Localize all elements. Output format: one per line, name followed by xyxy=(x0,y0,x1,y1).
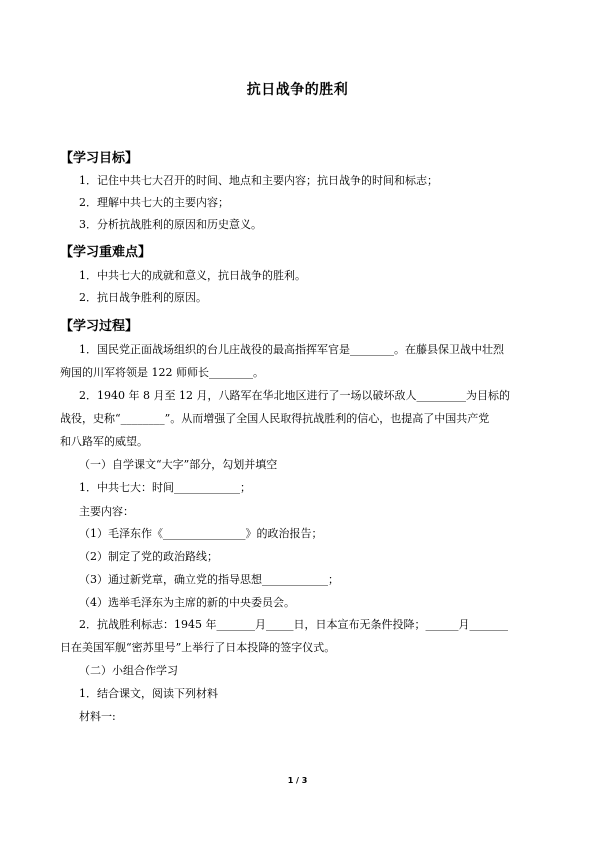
section-heading-keypoints: 【学习重难点】 xyxy=(60,245,152,260)
process-line: 日在美国军舰“密苏里号”上举行了日本投降的签字仪式。 xyxy=(60,641,336,654)
keypoint-item: 2．抗日战争胜利的原因。 xyxy=(79,291,207,304)
goal-item: 3．分析抗战胜利的原因和历史意义。 xyxy=(79,218,262,231)
process-line: 1．国民党正面战场组织的台儿庄战役的最高指挥军官是________。在藤县保卫战中壮烈 xyxy=(79,343,504,356)
process-line: 2．1940 年 8 月至 12 月，八路军在华北地区进行了一场以破坏敌人_________为目标的 xyxy=(79,389,510,402)
section-heading-goals: 【学习目标】 xyxy=(60,151,139,166)
process-line: 战役，史称“________”。从而增强了全国人民取得抗战胜利的信心，也提高了中国共产党 xyxy=(60,412,490,425)
process-line: （1）毛泽东作《_______________》的政治报告； xyxy=(79,527,323,540)
process-line: 主要内容： xyxy=(79,505,134,518)
goal-item: 1．记住中共七大召开的时间、地点和主要内容；抗日战争的时间和标志； xyxy=(79,174,438,187)
process-line: （4）选举毛泽东为主席的新的中央委员会。 xyxy=(79,596,295,609)
process-line: （2）制定了党的政治路线； xyxy=(79,550,218,563)
process-line: （一）自学课文“大字”部分，勾划并填空 xyxy=(79,458,278,471)
process-line: 殉国的川军将领是 122 师师长________。 xyxy=(60,366,264,379)
keypoint-item: 1．中共七大的成就和意义，抗日战争的胜利。 xyxy=(79,269,306,282)
section-heading-process: 【学习过程】 xyxy=(60,319,139,334)
document-title: 抗日战争的胜利 xyxy=(246,82,349,98)
process-line: 材料一: xyxy=(79,710,116,723)
process-line: 2．抗战胜利标志：1945 年_______月_____日，日本宣布无条件投降；______月_______ xyxy=(79,618,508,631)
process-line: 和八路军的威望。 xyxy=(60,435,148,448)
process-line: 1．中共七大：时间____________； xyxy=(79,481,251,494)
page-number: 1 / 3 xyxy=(287,776,308,785)
process-line: （3）通过新党章，确立党的指导思想____________； xyxy=(79,573,339,586)
process-line: 1．结合课文，阅读下列材料 xyxy=(79,687,218,700)
goal-item: 2．理解中共七大的主要内容； xyxy=(79,196,229,209)
process-line: （二）小组合作学习 xyxy=(79,664,178,677)
